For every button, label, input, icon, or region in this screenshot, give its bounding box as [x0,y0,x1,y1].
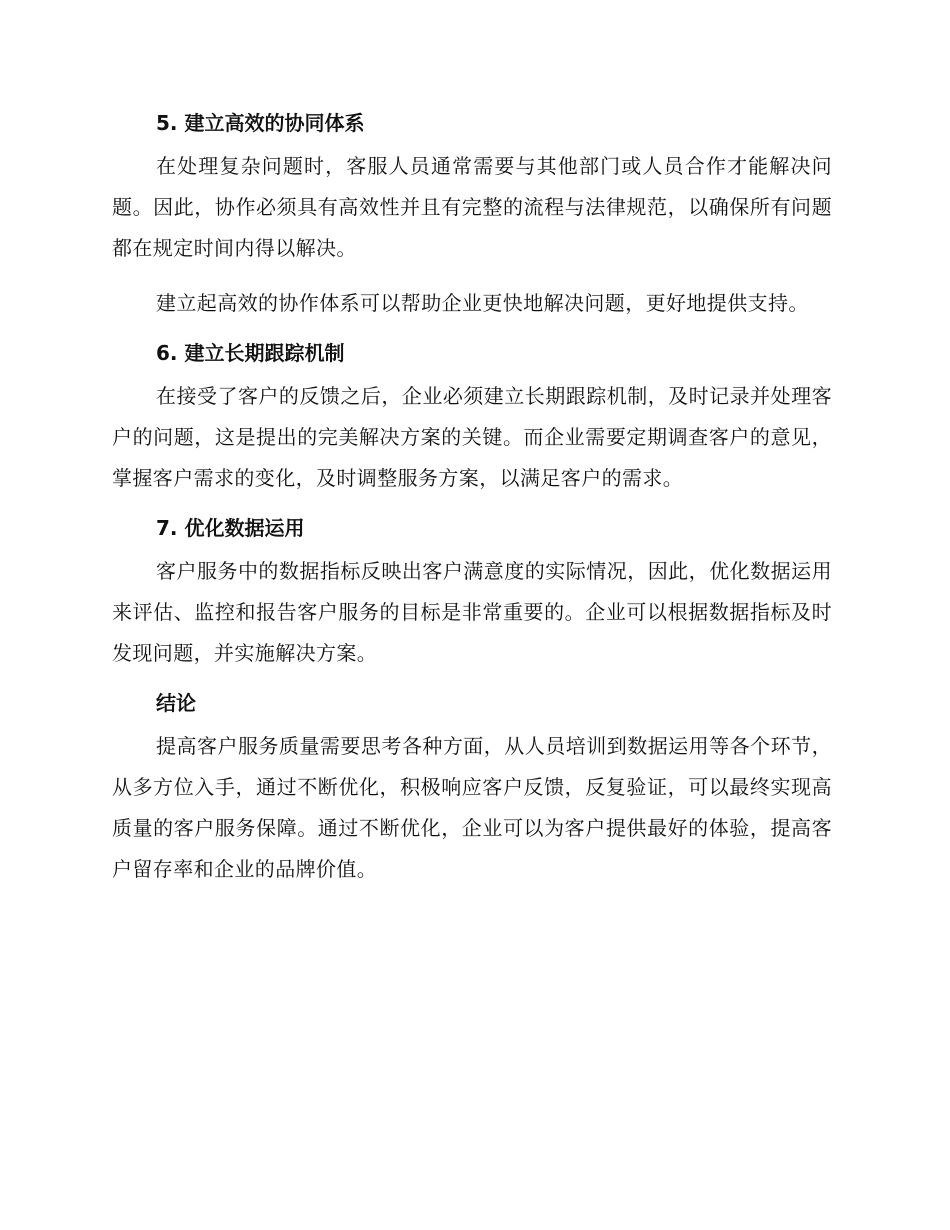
section-heading-conclusion: 结论 [156,691,196,715]
paragraph: 在处理复杂问题时，客服人员通常需要与其他部门或人员合作才能解决问题。因此，协作必须具有高效性并且有完整的流程与法律规范，以确保所有问题都在规定时间内得以解决。 [112,154,832,260]
document-page [112,108,832,904]
section-heading-data-usage: 7. 优化数据运用 [156,516,305,540]
paragraph: 建立起高效的协作体系可以帮助企业更快地解决问题，更好地提供支持。 [156,291,809,315]
section-heading-collaboration: 5. 建立高效的协同体系 [156,111,365,135]
section-heading-tracking: 6. 建立长期跟踪机制 [156,341,345,365]
paragraph: 在接受了客户的反馈之后，企业必须建立长期跟踪机制，及时记录并处理客户的问题，这是提出的完美解决方案的关键。而企业需要定期调查客户的意见，掌握客户需求的变化，及时调整服务方案，以满足客户的需求。 [112,384,832,490]
paragraph: 客户服务中的数据指标反映出客户满意度的实际情况，因此，优化数据运用来评估、监控和报告客户服务的目标是非常重要的。企业可以根据数据指标及时发现问题，并实施解决方案。 [112,559,832,665]
paragraph: 提高客户服务质量需要思考各种方面，从人员培训到数据运用等各个环节，从多方位入手，通过不断优化，积极响应客户反馈，反复验证，可以最终实现高质量的客户服务保障。通过不断优化，企业可以为客户提供最好的体验，提高客户留存率和企业的品牌价值。 [112,734,832,881]
